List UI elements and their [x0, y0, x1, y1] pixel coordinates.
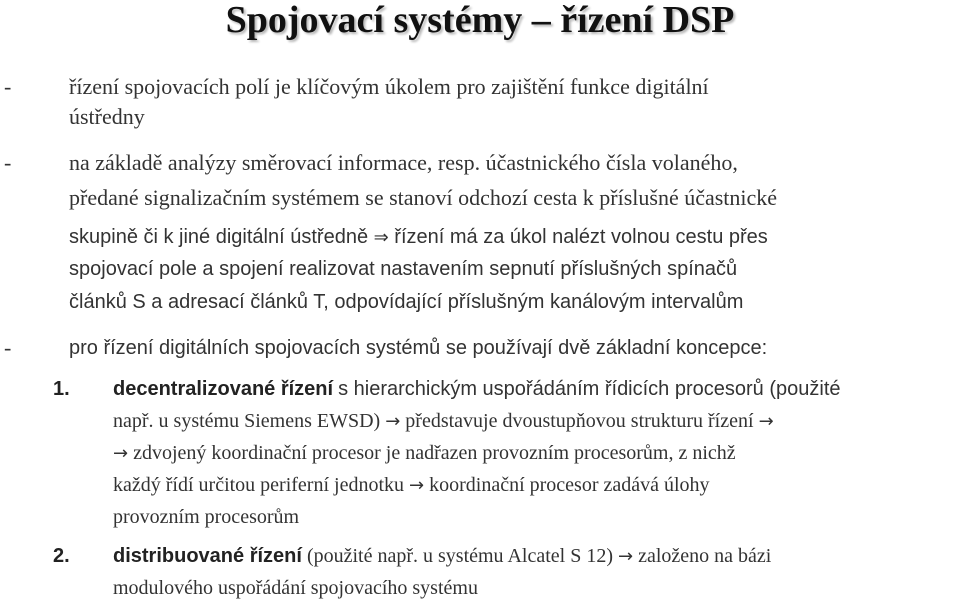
concept-1-line-1	[113, 374, 841, 404]
concept-1-number: 1.	[53, 378, 70, 400]
concept-1-title: decentralizované řízení	[113, 378, 334, 400]
arrow-icon: →	[758, 411, 774, 432]
bullet-1-line-2: ústředny	[69, 104, 145, 129]
arrow-icon: →	[617, 546, 634, 567]
concept-1-text: s hierarchickým uspořádáním řídicích procesorů (použité	[338, 378, 841, 400]
bullet-2-line-2: předané signalizačním systémem se stanoví odchozí cesta k příslušné účastnické	[69, 185, 778, 210]
bullet-2-line-3b-text: řízení má za úkol nalézt volnou cestu přes	[394, 226, 768, 248]
concept-2-title: distribuované řízení	[113, 545, 302, 567]
slide-title: Spojovací systémy – řízení DSP	[225, 0, 735, 41]
bullet-3-line-1: pro řízení digitálních spojovacích systémů se používají dvě základní koncepce:	[69, 337, 768, 359]
arrow-icon: →	[113, 443, 129, 464]
concept-1-line-2	[113, 406, 774, 437]
bullet-2-line-5: článků S a adresací článků T, odpovídající příslušným kanálovým intervalům	[69, 291, 744, 313]
arrow-icon: →	[385, 411, 401, 432]
bullet-1-line-1: řízení spojovacích polí je klíčovým úkolem pro zajištění funkce digitální	[69, 74, 709, 99]
concept-1-line-3	[113, 438, 736, 469]
concept-1-text: zdvojený koordinační procesor je nadřazen provozním procesorům, z nichž	[133, 442, 736, 464]
concept-1-text: každý řídí určitou periferní jednotku	[113, 474, 405, 496]
concept-1-line-5: provozním procesorům	[113, 506, 300, 528]
bullet-2-line-3	[69, 222, 768, 253]
bullet-dash: -	[4, 74, 12, 99]
bullet-dash: -	[4, 150, 12, 175]
concept-1-text: např. u systému Siemens EWSD)	[113, 410, 381, 432]
bullet-dash: -	[4, 335, 12, 360]
concept-2-text: založeno na bázi	[638, 545, 772, 567]
concept-2-line-1	[113, 541, 771, 572]
concept-2-line-2: modulového uspořádání spojovacího systému	[113, 577, 478, 599]
bullet-2-line-1: na základě analýzy směrovací informace, resp. účastnického čísla volaného,	[69, 150, 738, 175]
concept-1-line-4	[113, 470, 710, 501]
concept-1-text: představuje dvoustupňovou strukturu řízení	[405, 410, 754, 432]
concept-2-number: 2.	[53, 545, 70, 567]
arrow-icon: →	[409, 475, 425, 496]
bullet-2-line-4: spojovací pole a spojení realizovat nastavením sepnutí příslušných spínačů	[69, 258, 738, 280]
concept-2-text: (použité např. u systému Alcatel S 12)	[306, 545, 613, 567]
bullet-2-line-3-text: skupině či k jiné digitální ústředně	[69, 226, 369, 248]
concept-1-text: koordinační procesor zadává úlohy	[429, 474, 710, 496]
implies-arrow-icon: ⇒	[373, 227, 389, 248]
